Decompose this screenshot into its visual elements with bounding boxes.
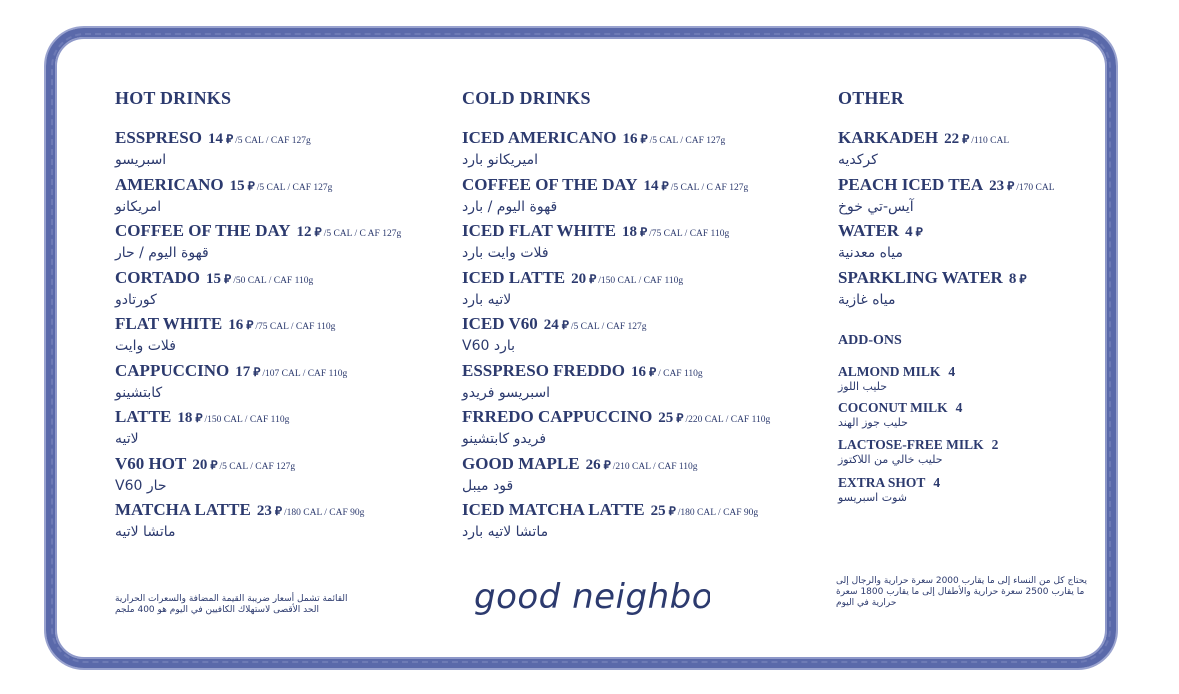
item-price: 23 — [256, 503, 272, 519]
hot-menu-item — [115, 175, 435, 222]
item-price: 14 — [207, 131, 223, 147]
riyal-currency-icon: ⃁ — [195, 411, 203, 425]
hot-menu-item — [115, 268, 435, 315]
item-name: GOOD MAPLE — [462, 453, 580, 473]
hot-menu-item — [115, 128, 435, 175]
item-name: COFFEE OF THE DAY — [462, 174, 638, 194]
logo-text: good neighbor — [474, 577, 710, 617]
riyal-currency-icon: ⃁ — [225, 132, 234, 146]
item-nutrition-info: /50 CAL / CAF 110g — [233, 275, 314, 286]
item-price: 22 — [944, 131, 960, 147]
riyal-currency-icon: ⃁ — [246, 318, 254, 332]
item-price: 20 — [571, 270, 587, 287]
item-nutrition-info: /180 CAL / CAF 90g — [284, 508, 365, 518]
vat-caffeine-note: القائمة تشمل أسعار ضريبة القيمة المضافة والسعرات الحرارية الحد الأقصى لاستهلاك الكافيين في اليوم هو 400 ملجم — [115, 594, 348, 615]
calorie-note: يحتاج كل من النساء إلى ما يقارب 2000 سعرة حرارية والرجال إلى ما يقارب 2500 سعرة حرارية والأطفال إلى ما يقارب 1800 سعرة حرارية في اليوم — [836, 576, 1088, 608]
item-price: 26 — [585, 456, 601, 473]
item-arabic-name: لاتيه بارد — [462, 291, 512, 308]
addon-arabic-name: حليب اللوز — [838, 380, 888, 393]
riyal-currency-icon: ⃁ — [661, 178, 669, 193]
item-name: ICED LATTE — [462, 267, 566, 287]
cold-menu-item — [462, 454, 812, 501]
item-arabic-name: مياه معدنية — [838, 245, 904, 261]
item-price: 20 — [192, 456, 208, 473]
item-name: ICED V60 — [462, 314, 538, 333]
cold-menu-item — [462, 407, 812, 454]
item-nutrition-info: / CAF 110g — [658, 368, 703, 379]
cold-menu-item — [462, 175, 812, 222]
cold-menu-item — [462, 221, 812, 268]
hot-menu-item — [115, 221, 435, 268]
item-price: 15 — [229, 177, 245, 194]
addon-item — [838, 400, 1068, 430]
item-price: 16 — [228, 317, 244, 333]
other-menu-item — [838, 221, 1098, 268]
addon-item — [838, 475, 1068, 505]
item-price: 18 — [622, 224, 637, 240]
item-nutrition-info: /5 CAL / CAF 127g — [256, 182, 333, 193]
item-name: FLAT WHITE — [115, 314, 223, 333]
riyal-currency-icon: ⃁ — [668, 504, 676, 518]
hot-drinks-section — [115, 88, 435, 547]
item-nutrition-info: /150 CAL / CAF 110g — [598, 275, 684, 286]
addon-price: 2 — [991, 437, 999, 452]
addon-name: LACTOSE-FREE MILK — [838, 437, 984, 452]
item-price: 4 — [905, 224, 913, 240]
item-nutrition-info: /220 CAL / CAF 110g — [685, 415, 771, 425]
hot-menu-item — [115, 361, 435, 408]
item-price: 16 — [630, 363, 646, 380]
item-arabic-name: كابتشينو — [115, 384, 163, 401]
item-price: 18 — [177, 410, 193, 426]
addon-arabic-name: حليب خالي من اللاكتوز — [838, 453, 943, 466]
item-nutrition-info: /5 CAL / C AF 127g — [670, 182, 749, 193]
item-nutrition-info: /75 CAL / CAF 110g — [255, 322, 336, 332]
item-name: ESSPRESO — [115, 128, 202, 147]
item-price: 24 — [543, 317, 559, 333]
item-name: COFFEE OF THE DAY — [115, 221, 291, 240]
item-arabic-name: فلات وايت — [115, 338, 176, 354]
addons-title: ADD-ONS — [838, 333, 902, 348]
item-name: ICED MATCHA LATTE — [462, 500, 645, 519]
riyal-currency-icon: ⃁ — [210, 457, 218, 472]
hot-menu-item — [115, 314, 435, 361]
item-nutrition-info: /107 CAL / CAF 110g — [262, 368, 348, 379]
item-arabic-name: قهوة اليوم / حار — [115, 245, 209, 261]
riyal-currency-icon: ⃁ — [224, 271, 232, 286]
item-arabic-name: V60 حار — [115, 477, 167, 494]
item-arabic-name: فريدو كابتشينو — [462, 431, 547, 447]
other-menu-item — [838, 175, 1098, 222]
item-name: PEACH ICED TEA — [838, 174, 984, 194]
item-arabic-name: اسبريسو — [115, 152, 167, 168]
addon-name: COCONUT MILK — [838, 400, 948, 415]
item-price: 17 — [235, 363, 251, 380]
riyal-currency-icon: ⃁ — [314, 225, 322, 239]
item-arabic-name: ماتشا لاتيه بارد — [462, 524, 549, 540]
item-name: CORTADO — [115, 267, 201, 287]
item-name: SPARKLING WATER — [838, 267, 1003, 287]
riyal-currency-icon: ⃁ — [589, 271, 597, 286]
item-price: 12 — [296, 224, 312, 240]
riyal-currency-icon: ⃁ — [1019, 271, 1027, 286]
riyal-currency-icon: ⃁ — [603, 457, 611, 472]
cold-drinks-section — [462, 88, 812, 547]
logo-wordmark — [470, 568, 710, 628]
item-arabic-name: كورتادو — [115, 291, 157, 308]
other-menu-item — [838, 268, 1098, 315]
riyal-currency-icon: ⃁ — [648, 364, 657, 379]
riyal-currency-icon: ⃁ — [962, 132, 970, 146]
hot-menu-item — [115, 454, 435, 501]
item-nutrition-info: /5 CAL / CAF 127g — [570, 322, 647, 332]
other-drinks-section — [838, 88, 1098, 314]
cold-drinks-title: COLD DRINKS — [462, 88, 591, 108]
riyal-currency-icon: ⃁ — [676, 411, 684, 425]
other-menu-item — [838, 128, 1098, 175]
item-price: 23 — [989, 177, 1005, 194]
riyal-currency-icon: ⃁ — [915, 225, 923, 239]
item-arabic-name: آيس-تي خوخ — [838, 198, 914, 215]
cold-menu-item — [462, 500, 812, 547]
item-nutrition-info: /170 CAL — [1016, 182, 1055, 193]
item-nutrition-info: /210 CAL / CAF 110g — [612, 461, 698, 472]
item-nutrition-info: /110 CAL — [971, 136, 1010, 146]
good-neighbor-logo — [470, 568, 710, 628]
item-price: 16 — [622, 131, 638, 147]
item-price: 14 — [643, 177, 659, 194]
item-arabic-name: اميريكانو بارد — [462, 152, 538, 168]
riyal-currency-icon: ⃁ — [274, 504, 282, 518]
item-nutrition-info: /5 CAL / CAF 127g — [219, 461, 296, 472]
item-arabic-name: قود ميبل — [462, 477, 514, 494]
riyal-currency-icon: ⃁ — [247, 178, 255, 193]
item-name: LATTE — [115, 407, 172, 426]
hot-menu-item — [115, 407, 435, 454]
addon-price: 4 — [933, 475, 941, 490]
riyal-currency-icon: ⃁ — [640, 225, 648, 239]
item-arabic-name: امريكانو — [115, 198, 162, 215]
item-name: ICED FLAT WHITE — [462, 221, 616, 240]
item-name: WATER — [838, 221, 900, 240]
item-name: AMERICANO — [115, 174, 224, 194]
addon-name: ALMOND MILK — [838, 364, 941, 379]
other-drinks-title: OTHER — [838, 88, 905, 108]
item-nutrition-info: /5 CAL / C AF 127g — [323, 229, 402, 239]
addon-item — [838, 437, 1068, 467]
cold-menu-item — [462, 314, 812, 361]
item-nutrition-info: /180 CAL / CAF 90g — [677, 508, 759, 518]
item-name: FRREDO CAPPUCCINO — [462, 407, 653, 426]
item-nutrition-info: /150 CAL / CAF 110g — [204, 415, 290, 425]
item-nutrition-info: /5 CAL / CAF 127g — [235, 136, 311, 146]
addon-name: EXTRA SHOT — [838, 475, 926, 490]
addon-price: 4 — [948, 364, 956, 379]
item-arabic-name: مياه غازية — [838, 291, 896, 308]
item-name: CAPPUCCINO — [115, 360, 230, 380]
item-arabic-name: اسبريسو فريدو — [462, 384, 551, 401]
hot-menu-item — [115, 500, 435, 547]
item-name: V60 HOT — [115, 453, 187, 473]
cold-menu-item — [462, 268, 812, 315]
cold-menu-item — [462, 361, 812, 408]
item-price: 25 — [658, 410, 674, 426]
addon-item — [838, 364, 1068, 394]
item-name: ESSPRESO FREDDO — [462, 360, 625, 380]
riyal-currency-icon: ⃁ — [1007, 178, 1015, 193]
item-price: 8 — [1008, 270, 1017, 287]
item-name: KARKADEH — [838, 128, 939, 147]
item-name: MATCHA LATTE — [115, 500, 251, 519]
hot-drinks-title: HOT DRINKS — [115, 88, 232, 108]
item-nutrition-info: /75 CAL / CAF 110g — [649, 229, 730, 239]
cold-menu-item — [462, 128, 812, 175]
riyal-currency-icon: ⃁ — [561, 318, 569, 332]
item-arabic-name: كركديه — [838, 152, 878, 168]
item-price: 15 — [206, 270, 222, 287]
item-arabic-name: قهوة اليوم / بارد — [462, 198, 558, 215]
item-nutrition-info: /5 CAL / CAF 127g — [649, 136, 726, 146]
item-name: ICED AMERICANO — [462, 128, 617, 147]
addon-arabic-name: حليب جوز الهند — [838, 416, 908, 429]
item-price: 25 — [650, 503, 666, 519]
addon-arabic-name: شوت اسبريسو — [838, 491, 907, 504]
item-arabic-name: ماتشا لاتيه — [115, 524, 176, 540]
item-arabic-name: لاتيه — [115, 431, 139, 447]
addon-price: 4 — [955, 400, 963, 415]
riyal-currency-icon: ⃁ — [253, 364, 261, 379]
item-arabic-name: V60 بارد — [462, 338, 516, 354]
item-arabic-name: فلات وايت بارد — [462, 245, 549, 261]
riyal-currency-icon: ⃁ — [640, 132, 648, 146]
